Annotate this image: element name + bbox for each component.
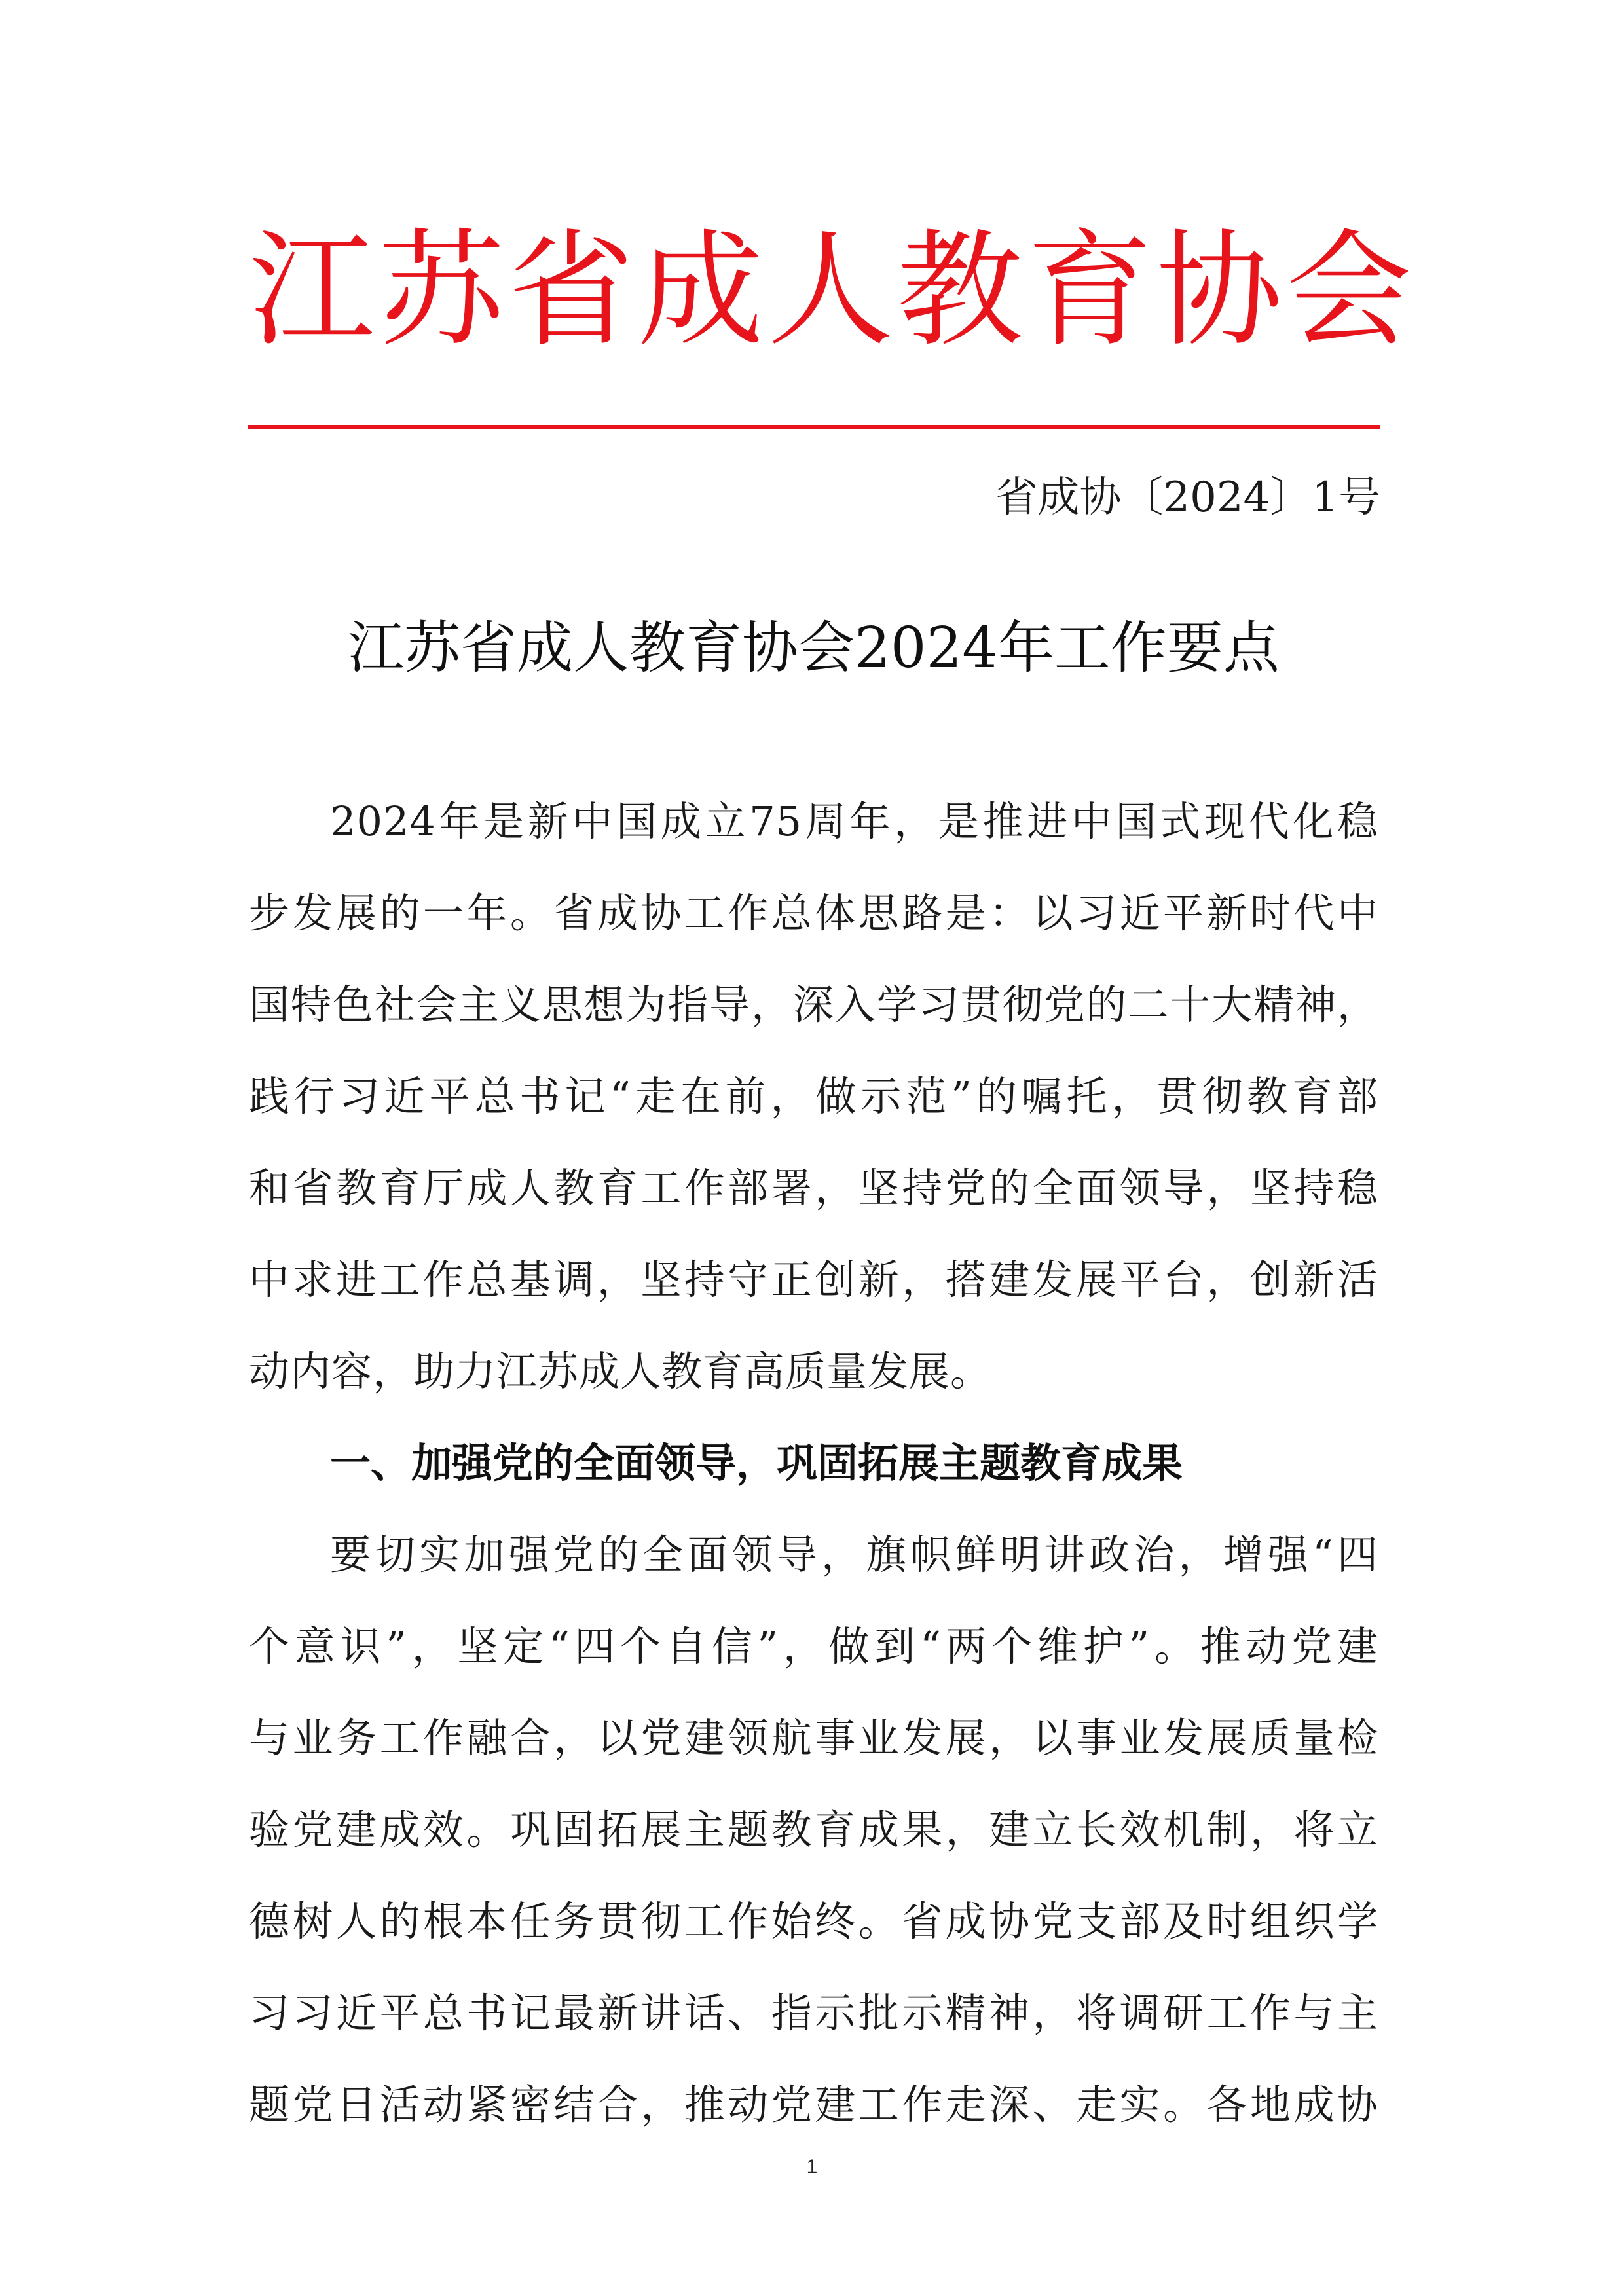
paragraph-line: 国特色社会主义思想为指导，深入学习贯彻党的二十大精神， [249,981,1378,1029]
paragraph-line: 2024年是新中国成立75周年，是推进中国式现代化稳 [330,797,1378,845]
document-number: 省成协〔2024〕1号 [995,473,1380,522]
document-body [249,776,1378,2151]
paragraph-line: 德树人的根本任务贯彻工作始终。省成协党支部及时组织学 [249,1897,1378,1945]
section-heading-1: 一、加强党的全面领导，巩固拓展主题教育成果 [330,1439,1183,1487]
paragraph-line: 个意识”，坚定“四个自信”，做到“两个维护”。推动党建 [249,1622,1378,1670]
page-number: 1 [806,2156,818,2178]
paragraph-line: 习习近平总书记最新讲话、指示批示精神，将调研工作与主 [249,1989,1378,2037]
paragraph-line: 中求进工作总基调，坚持守正创新，搭建发展平台，创新活 [249,1256,1378,1303]
paragraph-line: 与业务工作融合，以党建领航事业发展，以事业发展质量检 [249,1714,1378,1762]
masthead-organization-name: 江苏省成人教育协会 [249,218,1416,364]
paragraph-line: 和省教育厅成人教育工作部署，坚持党的全面领导，坚持稳 [249,1164,1378,1212]
paragraph-intro [249,776,1378,1417]
masthead-red-rule [248,425,1380,429]
paragraph-line: 步发展的一年。省成协工作总体思路是：以习近平新时代中 [249,889,1378,937]
paragraph-section-1 [249,1509,1378,2151]
document-title: 江苏省成人教育协会2024年工作要点 [348,615,1280,681]
paragraph-line: 验党建成效。巩固拓展主题教育成果，建立长效机制，将立 [249,1806,1378,1853]
paragraph-line: 践行习近平总书记“走在前，做示范”的嘱托，贯彻教育部 [249,1072,1378,1120]
paragraph-line: 要切实加强党的全面领导，旗帜鲜明讲政治，增强“四 [330,1531,1378,1578]
paragraph-line: 题党日活动紧密结合，推动党建工作走深、走实。各地成协 [249,2081,1378,2128]
paragraph-line: 动内容，助力江苏成人教育高质量发展。 [249,1347,992,1395]
